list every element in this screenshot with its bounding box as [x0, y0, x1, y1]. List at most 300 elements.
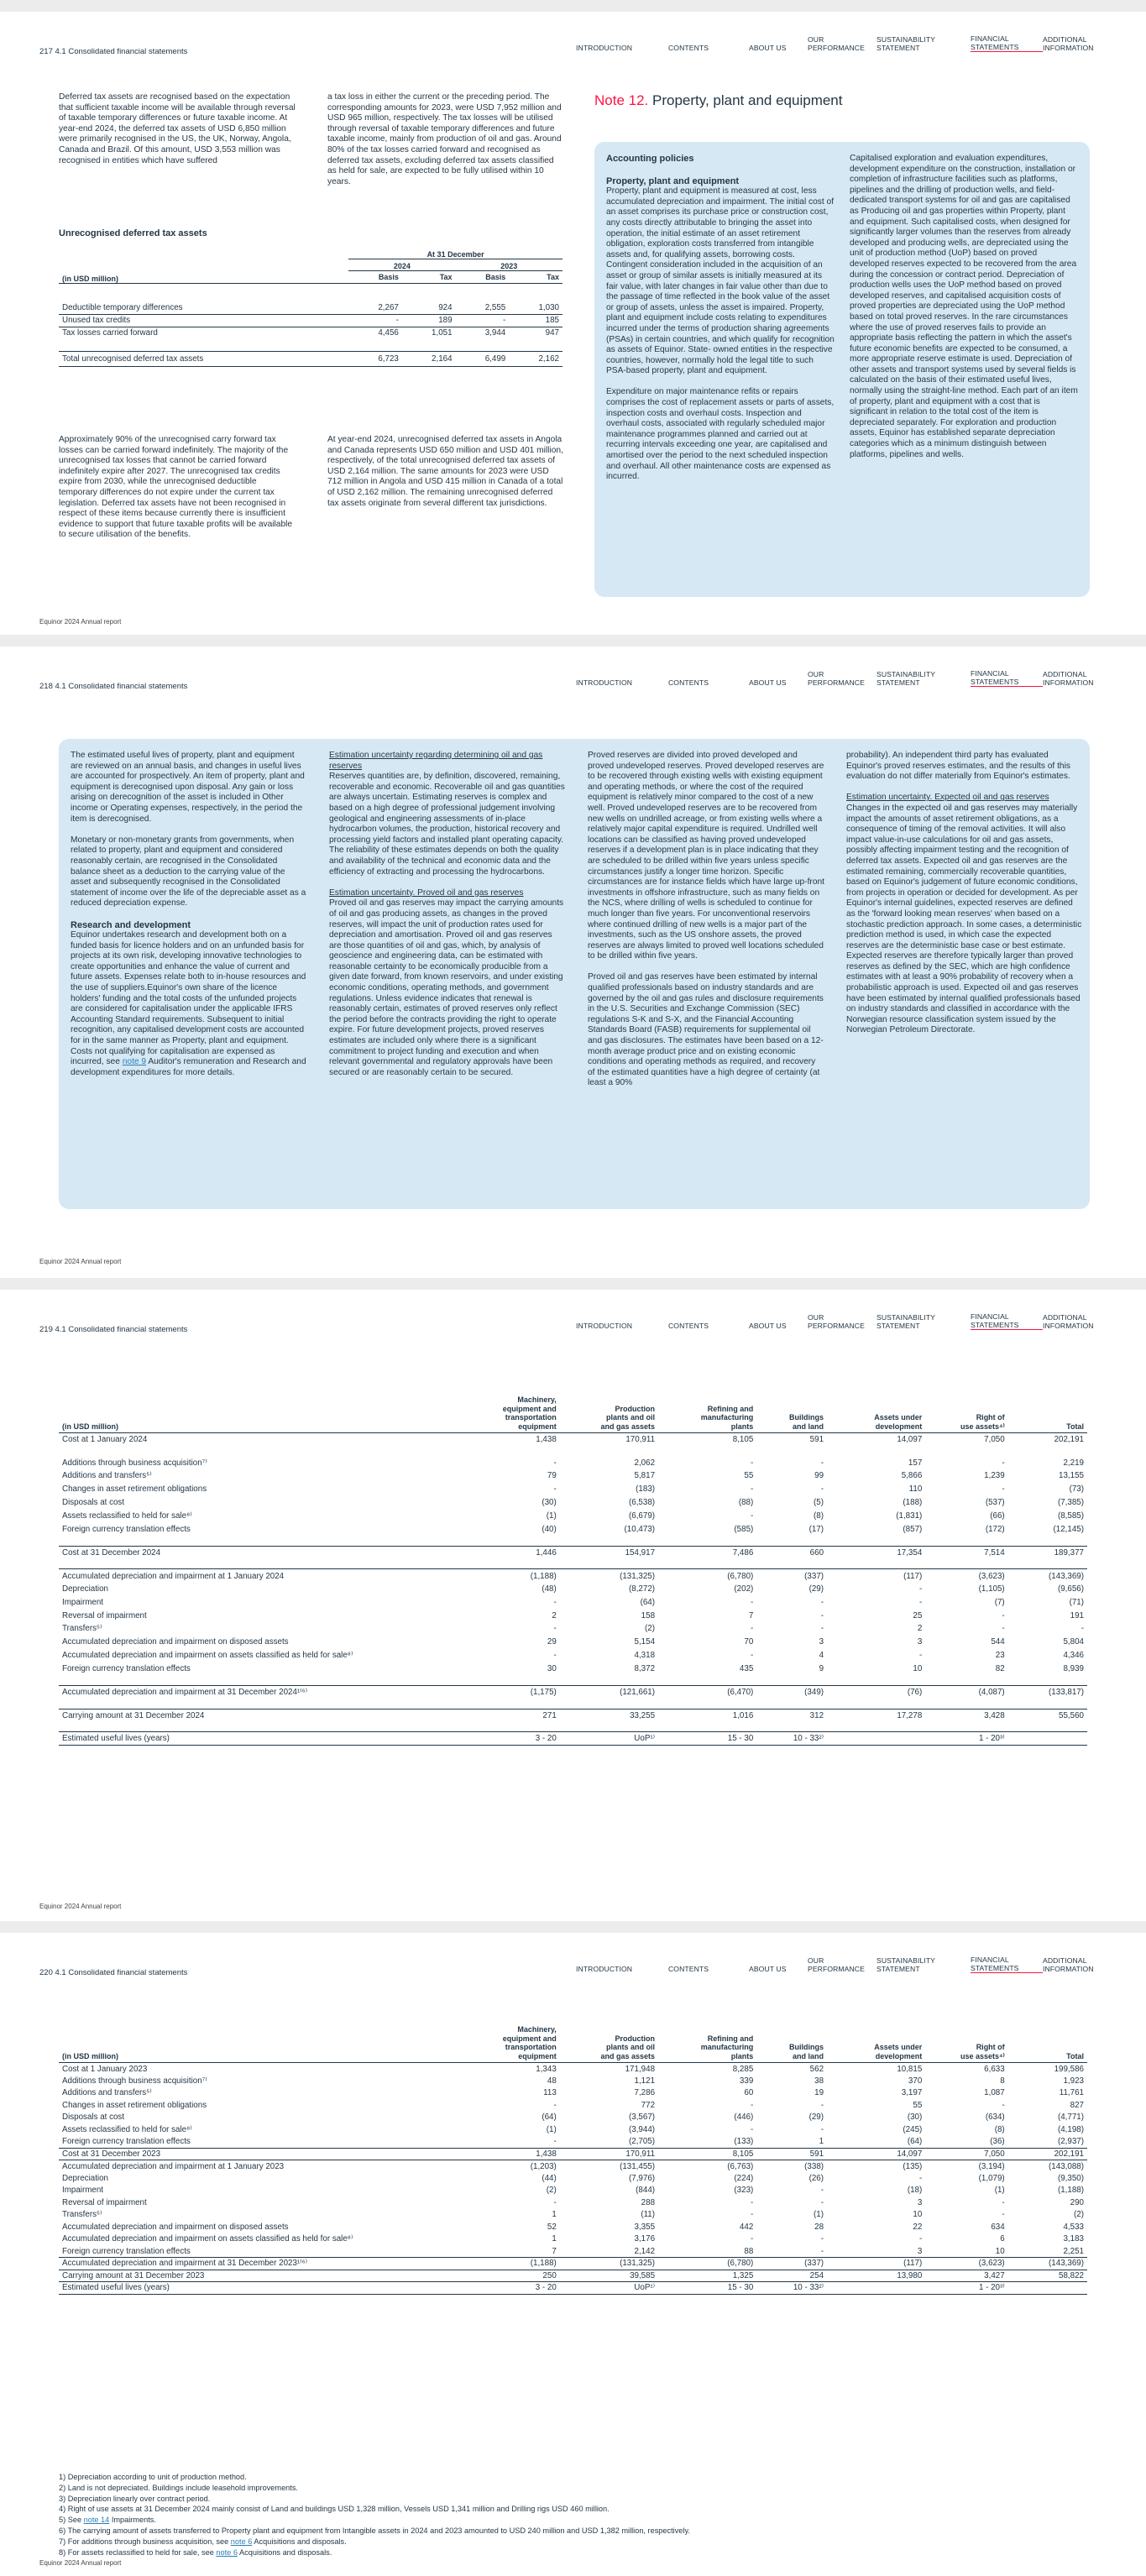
cell: 99	[814, 1471, 824, 1481]
cell: 562	[756, 2063, 827, 2076]
nav-contents[interactable]: CONTENTS	[668, 43, 709, 52]
cell: 1,051	[402, 327, 456, 339]
cell: (7)	[994, 1597, 1005, 1607]
cell: 58,822	[1008, 2270, 1087, 2282]
row-label: Total unrecognised deferred tax assets	[62, 353, 204, 364]
table-row	[59, 2136, 1087, 2149]
footnote-6: 6) The carrying amount of assets transferred to Property plant and equipment from Intangible assets in 2024 and 2023 amounted to USD 240 million and USD 1,382 million, respectively.	[59, 2526, 690, 2535]
fn-text: Acquisitions and disposals.	[252, 2537, 347, 2546]
nav-about-us[interactable]: ABOUT US	[749, 1964, 787, 1973]
cell: 28	[814, 2222, 824, 2232]
nav-additional-information[interactable]: ADDITIONAL INFORMATION	[1043, 1313, 1094, 1330]
cell: 70	[744, 1637, 754, 1647]
cell: -	[820, 2124, 824, 2134]
cell: 2,251	[1063, 2246, 1084, 2256]
table-row	[59, 2282, 1087, 2295]
cell: -	[1002, 2100, 1005, 2110]
nav-financial-statements[interactable]: FINANCIAL STATEMENTS	[971, 1956, 1043, 1973]
cell: 25	[913, 1610, 923, 1620]
cell: (131,325)	[560, 2258, 658, 2270]
policy-col-1	[606, 154, 835, 493]
note-6-link[interactable]: note 6	[216, 2547, 238, 2557]
cell: 60	[744, 2088, 754, 2098]
cell: 370	[908, 2076, 923, 2086]
unit-label: (in USD million)	[62, 2051, 118, 2060]
cell: -	[820, 2246, 824, 2256]
nav-introduction[interactable]: INTRODUCTION	[576, 1321, 633, 1330]
cell: 55,560	[1008, 1709, 1087, 1722]
cell: -	[820, 2186, 824, 2196]
nav-about-us[interactable]: ABOUT US	[749, 678, 787, 687]
col-head: Machinery, equipment and transportation equipment	[502, 2025, 557, 2060]
spacer	[59, 1699, 1087, 1709]
deferred-tax-text-2: a tax loss in either the current or the preceding period. The corresponding amounts for 2023, were USD 7,952 million and USD 965 million, respectively. The tax losses will be utilised through reversal of taxable temporary differences and future taxable income, mainly from production of oil and gas. Around 80% of the tax losses carried forward and recognised as deferred tax assets, excluding deferred tax assets classified as held for sale, are expected to be fully utilised within 10 years.	[327, 92, 562, 186]
cell: -	[751, 1458, 754, 1468]
col-3	[588, 751, 824, 1100]
cell: 827	[1070, 2100, 1084, 2110]
cell: 288	[641, 2197, 656, 2207]
cell: (121,661)	[560, 1685, 658, 1699]
cell: (26)	[808, 2173, 824, 2183]
cell: (131,325)	[560, 1569, 658, 1583]
accounting-policies-box	[59, 739, 1090, 1209]
cell: 250	[454, 2270, 560, 2282]
nav-sustainability-statement[interactable]: SUSTAINABILITY STATEMENT	[877, 35, 936, 52]
cell: (6,780)	[658, 2258, 756, 2270]
cell: (117)	[827, 2258, 925, 2270]
table-row	[59, 2221, 1087, 2233]
cell: -	[751, 2234, 754, 2244]
cell: 154,917	[560, 1546, 658, 1559]
cell: (4,771)	[1057, 2113, 1084, 2123]
cell: (3,623)	[925, 1569, 1007, 1583]
col-head: Refining and manufacturing plants	[700, 2034, 754, 2060]
cell: 339	[739, 2076, 754, 2086]
cell: 1,923	[1063, 2076, 1084, 2086]
table-row	[59, 1649, 1087, 1662]
nav-sustainability-statement[interactable]: SUSTAINABILITY STATEMENT	[877, 1313, 936, 1330]
cell: 591	[756, 2148, 827, 2160]
cell: (64)	[907, 2137, 923, 2146]
cell: 10	[913, 2210, 923, 2220]
cell: 10	[995, 2246, 1005, 2256]
cell: 1,030	[538, 302, 559, 312]
cell: (1)	[546, 2124, 557, 2134]
nav-our-performance[interactable]: OUR PERFORMANCE	[808, 1956, 865, 1973]
cell: -	[751, 2197, 754, 2207]
nav-introduction[interactable]: INTRODUCTION	[576, 678, 633, 687]
page-218	[0, 647, 1146, 1278]
cell: 158	[641, 1610, 656, 1620]
cell: -	[1081, 1624, 1084, 1634]
row-label: Carrying amount at 31 December 2023	[59, 2270, 454, 2282]
cell: 1,325	[658, 2270, 756, 2282]
cell: 1,438	[454, 1433, 560, 1447]
cell: 544	[991, 1637, 1005, 1647]
table-row	[59, 2075, 1087, 2087]
table-row	[59, 1622, 1087, 1636]
ppe-para-2: Expenditure on major maintenance refits or repairs comprises the cost of replacement assets or parts of assets, inspection costs and overhaul costs. Inspection and overhaul costs, associated with regularly scheduled major maintenance programmes planned and carried out at recurring intervals exceeding one year, are capitalised and amortised over the period to the next scheduled inspection and overhaul. All other maintenance costs are expensed as incurred.	[606, 387, 835, 482]
cell: 3	[917, 1637, 923, 1647]
cell: 2,062	[634, 1458, 656, 1468]
cell: 2,142	[634, 2246, 656, 2256]
cell: (6,538)	[628, 1498, 656, 1508]
nav-financial-statements[interactable]: FINANCIAL STATEMENTS	[971, 1313, 1043, 1330]
note-9-link[interactable]: note 9	[122, 1057, 147, 1067]
cell: 23	[995, 1651, 1005, 1661]
spacer	[59, 1722, 1087, 1732]
col-2	[329, 751, 566, 1089]
accounting-policies-heading: Accounting policies	[606, 154, 694, 164]
fn-text: Impairments.	[109, 2516, 156, 2525]
proved-reserves-para: Proved oil and gas reserves may impact the carrying amounts of oil and gas producing assets, as changes in the proved reserves, will impact the unit of production rates used for depreciation and amortisation. Proved oil and gas reserves are those quantities of oil and gas, which, by analysis of geoscience and engineering data, can be estimated with reasonable certainty to be economically producible from a given date forward, from known reservoirs, and under existing economic conditions, operating methods, and government regulations. Unless evidence indicates that renewal is reasonably certain, estimates of proved reserves only reflect the period before the contracts providing the right to operate expire. For future development projects, proved reserves estimates are included only where there is a significant commitment to project funding and execution and when relevant governmental and regulatory approvals have been secured or are reasonably certain to be secured.	[329, 898, 564, 1077]
cell: 1 - 20³⁾	[925, 2282, 1007, 2295]
cell: -	[919, 2234, 923, 2244]
col-head: Refining and manufacturing plants	[700, 1404, 754, 1431]
page-219	[0, 1290, 1146, 1921]
cell: 15 - 30	[658, 1732, 756, 1746]
ppe-heading: Property, plant and equipment	[606, 175, 740, 186]
cell: -	[820, 2234, 824, 2244]
cell: 55	[913, 2100, 923, 2110]
row-label: Accumulated depreciation and impairment on disposed assets	[62, 1637, 289, 1647]
top-nav	[576, 35, 1110, 52]
cell: 7	[552, 2246, 557, 2256]
row-label: Cost at 1 January 2024	[59, 1433, 454, 1447]
cell: 113	[543, 2088, 557, 2098]
cell: (131,455)	[560, 2160, 658, 2173]
row-label: Estimated useful lives (years)	[59, 1732, 454, 1746]
row-label: Additions and transfers⁵⁾	[62, 1471, 152, 1481]
table-row	[59, 1433, 1087, 1447]
row-label: Reversal of impairment	[62, 2197, 147, 2207]
cell: (2)	[546, 2186, 557, 2196]
row-label: Cost at 1 January 2023	[59, 2063, 454, 2076]
page-number: 218 4.1 Consolidated financial statements	[39, 682, 188, 691]
cell: (585)	[734, 1524, 754, 1534]
table-row	[59, 1546, 1087, 1559]
row-label: Depreciation	[62, 2173, 109, 2183]
cell: 1,343	[454, 2063, 560, 2076]
cell: (133)	[734, 2137, 754, 2146]
cell: -	[751, 1651, 754, 1661]
fn-text: 5) See	[59, 2516, 84, 2525]
col-head: Buildings and land	[789, 2043, 824, 2060]
table-row	[59, 1569, 1087, 1583]
nav-introduction[interactable]: INTRODUCTION	[576, 1964, 633, 1973]
row-label: Foreign currency translation effects	[62, 1663, 191, 1673]
cell: (857)	[903, 1524, 923, 1534]
row-label: Disposals at cost	[62, 1498, 125, 1508]
table-row	[59, 1732, 1087, 1746]
cell: 1	[552, 2234, 557, 2244]
table-row	[59, 1456, 1087, 1469]
top-nav	[576, 1956, 1110, 1973]
cell: 10,815	[827, 2063, 925, 2076]
row-label: Assets reclassified to held for sale⁸⁾	[62, 1511, 192, 1521]
row-label: Cost at 31 December 2023	[59, 2148, 454, 2160]
nav-our-performance[interactable]: OUR PERFORMANCE	[808, 35, 865, 52]
cell: 3	[819, 1637, 824, 1647]
nav-contents[interactable]: CONTENTS	[668, 678, 709, 687]
note-14-link[interactable]: note 14	[83, 2516, 110, 2525]
ppe-table-2024	[59, 1395, 1087, 1746]
cell: 1,438	[454, 2148, 560, 2160]
page-number: 220 4.1 Consolidated financial statements	[39, 1968, 188, 1977]
row-label: Additions through business acquisition⁷⁾	[62, 1458, 207, 1468]
cell: 1,121	[634, 2076, 656, 2086]
cell: (1)	[546, 1511, 557, 1521]
table-row	[59, 2172, 1087, 2185]
cell: 189	[402, 314, 456, 327]
nav-contents[interactable]: CONTENTS	[668, 1964, 709, 1973]
nav-additional-information[interactable]: ADDITIONAL INFORMATION	[1043, 670, 1094, 687]
cell: (4,198)	[1057, 2124, 1084, 2134]
cell: 7,050	[925, 1433, 1007, 1447]
nav-our-performance[interactable]: OUR PERFORMANCE	[808, 670, 865, 687]
row-label: Deductible temporary differences	[62, 302, 183, 312]
cell: 8,372	[634, 1663, 656, 1673]
proved-reserves-heading: Estimation uncertainty. Proved oil and gas reserves	[329, 887, 524, 898]
cell: 772	[641, 2100, 656, 2110]
rd-text-end: Auditor's remuneration and Research and development expenditures for more details.	[71, 1057, 306, 1077]
nav-sustainability-statement[interactable]: SUSTAINABILITY STATEMENT	[877, 670, 936, 687]
cell: (36)	[990, 2137, 1005, 2146]
cell: -	[1002, 2197, 1005, 2207]
cell	[1008, 1732, 1087, 1746]
cell: 14,097	[827, 1433, 925, 1447]
cell: 1 - 20³⁾	[925, 1732, 1007, 1746]
cell: (188)	[903, 1498, 923, 1508]
table-row	[59, 1469, 1087, 1483]
cell: (71)	[1069, 1597, 1084, 1607]
cell: (143,088)	[1008, 2160, 1087, 2173]
table-row	[59, 2112, 1087, 2124]
cell: 5,154	[634, 1637, 656, 1647]
internal-estimates-para: Proved oil and gas reserves have been estimated by internal qualified professionals based on industry standards and are governed by the oil and gas rules and disclosure requirements in the U.S. Securities and Exchange Commission (SEC) regulations S-K and S-X, and the Financial Accounting Standards Board (FASB) requirements for supplemental oil and gas disclosures. The estimates have been based on a 12-month average product price and on existing economic conditions and operating methods as required, and recovery of the estimated quantities have a high degree of certainty (at least a 90%	[588, 972, 824, 1088]
cell: (8,272)	[628, 1584, 656, 1594]
cell: 13,980	[827, 2270, 925, 2282]
cell: 7,286	[634, 2088, 656, 2098]
cell: 3,355	[634, 2222, 656, 2232]
col-head: Right of use assets⁴⁾	[960, 2043, 1005, 2060]
row-label: Assets reclassified to held for sale⁸⁾	[62, 2124, 192, 2134]
table-row	[59, 2258, 1087, 2270]
cell: 591	[756, 1433, 827, 1447]
nav-financial-statements[interactable]: FINANCIAL STATEMENTS	[971, 670, 1043, 687]
cell: (40)	[542, 1524, 557, 1534]
cell: 924	[438, 302, 453, 312]
cell: 7,514	[925, 1546, 1007, 1559]
cell: (133,817)	[1008, 1685, 1087, 1699]
cell: 8	[1000, 2076, 1005, 2086]
cell: -	[751, 1511, 754, 1521]
cell: 4,346	[1063, 1651, 1084, 1661]
unit-label: (in USD million)	[62, 1422, 118, 1431]
cell: 3,176	[634, 2234, 656, 2244]
cell: (3,944)	[628, 2124, 656, 2134]
cell: (64)	[542, 2113, 557, 2123]
cell: -	[553, 1484, 557, 1495]
footnote-1: 1) Depreciation according to unit of production method.	[59, 2473, 247, 2481]
cell: -	[553, 2137, 557, 2146]
cell: (844)	[636, 2186, 656, 2196]
third-party-para: probability). An independent third party has evaluated Equinor's proved reserves estimates, and the results of this evaluation do not differ materially from Equinor's estimates.	[846, 751, 1070, 782]
table-row	[59, 2233, 1087, 2246]
cell: -	[456, 314, 510, 327]
table-row	[59, 2196, 1087, 2209]
cell: 2,164	[432, 353, 453, 364]
cell: (1,188)	[1057, 2186, 1084, 2196]
cell: (117)	[827, 1569, 925, 1583]
nav-additional-information[interactable]: ADDITIONAL INFORMATION	[1043, 35, 1094, 52]
cell: (8)	[814, 1511, 824, 1521]
cell: 38	[814, 2076, 824, 2086]
cell: (172)	[985, 1524, 1005, 1534]
row-label: Disposals at cost	[62, 2113, 125, 2123]
cell: 171,948	[560, 2063, 658, 2076]
year-2023: 2023	[456, 259, 563, 271]
cell: -	[820, 1624, 824, 1634]
table-row	[59, 2123, 1087, 2136]
footnote-4: 4) Right of use assets at 31 December 2024 mainly consist of Land and buildings USD 1,328 million, Vessels USD 1,341 million and Drilling rigs USD 460 million.	[59, 2505, 610, 2514]
cell: 271	[454, 1709, 560, 1722]
cell: -	[751, 1597, 754, 1607]
cell: 82	[995, 1663, 1005, 1673]
col-head: Basis	[378, 272, 399, 281]
nav-our-performance[interactable]: OUR PERFORMANCE	[808, 1313, 865, 1330]
unrecognised-text-1: Approximately 90% of the unrecognised carry forward tax losses can be carried forward indefinitely. The majority of the unrecognised tax losses that cannot be carried forward indefinitely expire after 2027. The unrecognised tax credits expire from 2030, while the unrecognised deductible temporary differences do not expire under the current tax legislation. Deferred tax assets have not been recognised in respect of these items because currently there is insufficient evidence to support that future taxable profits will be available to secure utilisation of the benefits.	[59, 435, 293, 540]
table-row	[59, 1709, 1087, 1722]
cell: (7,976)	[628, 2173, 656, 2183]
col-head: Production plants and oil and gas assets	[600, 2034, 656, 2060]
table-row	[59, 1483, 1087, 1496]
table-row	[59, 1509, 1087, 1522]
cell: 13,155	[1059, 1471, 1084, 1481]
table-row	[59, 327, 563, 339]
col-head: Machinery, equipment and transportation equipment	[502, 1395, 557, 1431]
fn-text: 8) For assets reclassified to held for sale, see	[59, 2547, 217, 2557]
row-label: Accumulated depreciation and impairment at 31 December 2023¹⁾⁶⁾	[59, 2258, 454, 2270]
cell: 3 - 20	[454, 1732, 560, 1746]
cell: 3,944	[456, 327, 510, 339]
col-head: Assets under development	[874, 1413, 923, 1431]
cell: 1,087	[984, 2088, 1005, 2098]
cell: 7	[748, 1610, 754, 1620]
col-head: Basis	[485, 272, 506, 281]
col-head: Right of use assets⁴⁾	[960, 1413, 1005, 1431]
spacer	[59, 1559, 1087, 1569]
cell: -	[553, 1651, 557, 1661]
cell: 17,278	[827, 1709, 925, 1722]
cell: 3,197	[901, 2088, 923, 2098]
nav-financial-statements[interactable]: FINANCIAL STATEMENTS	[971, 35, 1043, 52]
cell: 5,866	[901, 1471, 923, 1481]
row-label: Accumulated depreciation and impairment at 1 January 2024	[59, 1569, 454, 1583]
cell: 442	[739, 2222, 754, 2232]
rd-text: Equinor undertakes research and development both on a funded basis for licence holders and on an unfunded basis for projects at its own risk, developing innovative technologies to create opportunities and enhance the value of current and future assets. Expenses relate both to in-house resources and the use of suppliers.Equinor's own share of the licence holders' funding and the total costs of the unfunded projects are considered for capitalisation under the applicable IFRS Accounting Standard requirements. Subsequent to initial recognition, any capitalised development costs are accounted for in the same manner as Property, plant and equipment. Costs not qualifying for capitalisation are expensed as incurred, see	[71, 930, 306, 1067]
cell: -	[1002, 1610, 1005, 1620]
cell	[827, 2282, 925, 2295]
nav-additional-information[interactable]: ADDITIONAL INFORMATION	[1043, 1956, 1094, 1973]
table-row	[59, 2209, 1087, 2222]
cell: -	[919, 1597, 923, 1607]
nav-about-us[interactable]: ABOUT US	[749, 1321, 787, 1330]
cell: 19	[814, 2088, 824, 2098]
deferred-tax-text-1: Deferred tax assets are recognised based on the expectation that sufficient taxable income will be available through reversal of taxable temporary differences or future taxable income. At year-end 2024, the deferred tax assets of USD 6,850 million were primarily recognised in the US, the UK, Norway, Angola, Canada and Brazil. Of this amount, USD 3,553 million was recognised in entities which have suffered	[59, 92, 296, 165]
footer: Equinor 2024 Annual report	[39, 618, 122, 626]
table-row	[59, 314, 563, 327]
row-label: Additions and transfers⁵⁾	[62, 2088, 152, 2098]
footnote-5	[59, 2515, 690, 2526]
cell	[1008, 2282, 1087, 2295]
cell: 52	[547, 2222, 557, 2232]
page-header	[39, 647, 1110, 691]
expected-reserves-para: Changes in the expected oil and gas reserves may materially impact the amounts of asset retirement obligations, as a consequence of timing of the removal activities. It will also impact value-in-use calculations for oil and gas assets, possibly affecting impairment testing and the recognition of deferred tax assets. Expected oil and gas reserves are the estimated remaining, commercially recoverable quantities, based on Equinor's judgement of future economic conditions, from projects in operation or decided for development. As per Equinor's internal guidelines, expected reserves are defined as the 'forward looking mean reserves' when based on a stochastic prediction approach. In some cases, a deterministic prediction method is used, in which case the expected reserves are the deterministic base case or best estimate. Expected reserves are therefore typically larger than proved reserves as defined by the SEC, which are high confidence estimates with at least a 90% probability of recovery when a probabilistic approach is used. Expected oil and gas reserves have been estimated by internal qualified professionals based on industry standards and classified in accordance with the Norwegian resource classification system issued by the Norwegian Petroleum Directorate.	[846, 803, 1082, 1035]
cell: -	[820, 2100, 824, 2110]
cell: (323)	[734, 2186, 754, 2196]
rd-para	[71, 930, 307, 1078]
cell: (30)	[907, 2113, 923, 2123]
cell: 88	[744, 2246, 754, 2256]
cell: -	[820, 2197, 824, 2207]
spacer	[59, 1675, 1087, 1685]
cell: (29)	[808, 1584, 824, 1594]
footer: Equinor 2024 Annual report	[39, 2559, 122, 2567]
note-6-link[interactable]: note 6	[230, 2537, 253, 2546]
table-row	[59, 2160, 1087, 2173]
cell: 1,446	[454, 1546, 560, 1559]
cell: -	[919, 2173, 923, 2183]
cell: 2,219	[1063, 1458, 1084, 1468]
nav-about-us[interactable]: ABOUT US	[749, 43, 787, 52]
row-label: Foreign currency translation effects	[62, 1524, 191, 1534]
nav-sustainability-statement[interactable]: SUSTAINABILITY STATEMENT	[877, 1956, 936, 1973]
nav-introduction[interactable]: INTRODUCTION	[576, 43, 633, 52]
cell: 8,105	[658, 1433, 756, 1447]
grants-para: Monetary or non-monetary grants from governments, when related to property, plant and equipment and considered reasonably certain, are recognised in the Consolidated balance sheet as a deduction to the carrying value of the asset and subsequently recognised in the Consolidated statement of income over the life of the depreciable asset as a reduced depreciation expense.	[71, 835, 306, 908]
cell: (8,585)	[1057, 1511, 1084, 1521]
col-1	[71, 751, 307, 1089]
cell: (202)	[734, 1584, 754, 1594]
cell: (634)	[985, 2113, 1005, 2123]
cell: 22	[913, 2222, 923, 2232]
cell: (73)	[1069, 1484, 1084, 1495]
cell: (337)	[756, 2258, 827, 2270]
table-row	[59, 2245, 1087, 2258]
cell: (537)	[985, 1498, 1005, 1508]
cell: (183)	[636, 1484, 656, 1495]
nav-contents[interactable]: CONTENTS	[668, 1321, 709, 1330]
fn-text: Acquisitions and disposals.	[237, 2547, 332, 2557]
cell: -	[751, 1624, 754, 1634]
cell: 4,533	[1063, 2222, 1084, 2232]
cell: -	[820, 1597, 824, 1607]
cell: 290	[1070, 2197, 1084, 2207]
cell: UoP¹⁾	[560, 2282, 658, 2295]
row-label: Estimated useful lives (years)	[59, 2282, 454, 2295]
table-row	[59, 2087, 1087, 2100]
cell: (6,470)	[658, 1685, 756, 1699]
cell: 10 - 33²⁾	[756, 2282, 827, 2295]
footnote-7	[59, 2537, 690, 2547]
cell: -	[820, 1610, 824, 1620]
page-number: 217 4.1 Consolidated financial statements	[39, 47, 188, 56]
cell: (1,203)	[454, 2160, 560, 2173]
footnotes	[59, 2472, 690, 2558]
cell: 312	[756, 1709, 827, 1722]
cell: (1,188)	[454, 1569, 560, 1583]
